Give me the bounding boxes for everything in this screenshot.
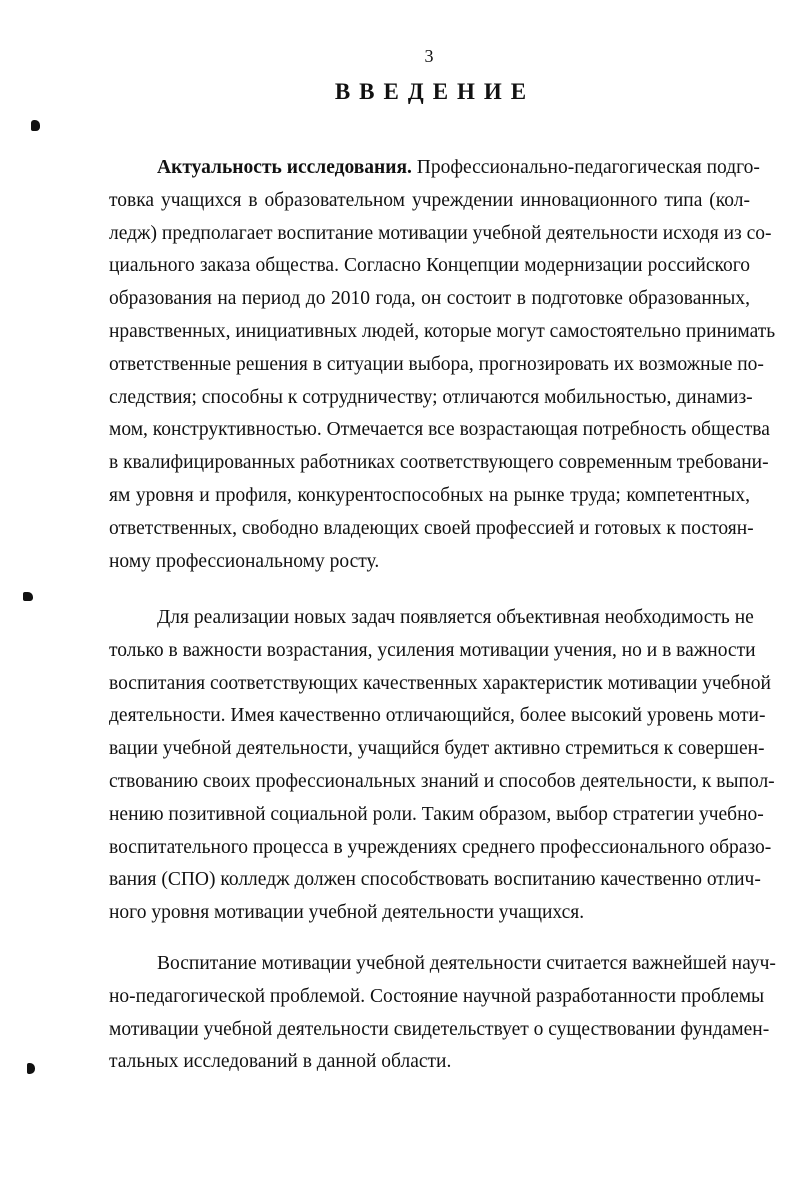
paragraph-line: товка учащихся в образовательном учреждении инновационного типа (кол- [109,189,750,211]
page-title: ВВЕДЕНИЕ [334,79,536,104]
paragraph-line: мом, конструктивностью. Отмечается все возрастающая потребность общества [109,419,770,441]
page-number: 3 [424,46,434,66]
paragraph-line: следствия; способны к сотрудничеству; отличаются мобильностью, динамиз- [109,386,753,408]
paragraph-motivation [109,948,776,1079]
paragraph-line: вания (СПО) колледж должен способствовать воспитанию качественно отлич- [109,869,761,891]
scan-punch-mark [27,1063,35,1074]
paragraph-line: ям уровня и профиля, конкурентоспособных на рынке труда; компетентных, [109,484,750,506]
paragraph-line: только в важности возрастания, усиления мотивации учения, но и в важности [109,639,756,661]
paragraph-line: ответственные решения в ситуации выбора, прогнозировать их возможные по- [109,353,764,375]
paragraph-line: тальных исследований в данной области. [109,1051,452,1073]
paragraph-line: Актуальность исследования. Профессионально-педагогическая подго- [157,157,760,178]
paragraph-relevance [109,152,776,578]
paragraph-line: вации учебной деятельности, учащийся будет активно стремиться к совершен- [109,738,765,760]
paragraph-line: мотивации учебной деятельности свидетельствует о существовании фундамен- [109,1018,770,1040]
paragraph-line: воспитательного процесса в учреждениях среднего профессионального образо- [109,836,772,858]
paragraph-line: ответственных, свободно владеющих своей профессией и готовых к постоян- [109,517,754,539]
paragraph-line: ного уровня мотивации учебной деятельности учащихся. [109,902,585,924]
scan-punch-mark [31,120,40,131]
paragraph-line: Воспитание мотивации учебной деятельности считается важнейшей науч- [157,953,776,974]
paragraph-line: Для реализации новых задач появляется объективная необходимость не [157,607,754,628]
paragraph-line: циального заказа общества. Согласно Концепции модернизации российского [109,255,750,277]
paragraph-line: в квалифицированных работниках соответствующего современным требовани- [109,452,769,474]
paragraph-lead: Актуальность исследования. [157,157,412,178]
paragraph-line: ледж) предполагает воспитание мотивации учебной деятельности исходя из со- [109,222,772,244]
paragraph-line: нравственных, инициативных людей, которые могут самостоятельно принимать [109,320,776,342]
paragraph-new-tasks [109,602,775,930]
paragraph-line: ствованию своих профессиональных знаний и способов деятельности, к выпол- [109,770,775,792]
scan-punch-mark [23,592,33,601]
paragraph-line: но-педагогической проблемой. Состояние научной разработанности проблемы [109,985,765,1007]
paragraph-line: нению позитивной социальной роли. Таким образом, выбор стратегии учебно- [109,803,764,825]
paragraph-line: образования на период до 2010 года, он состоит в подготовке образованных, [109,288,750,310]
paragraph-line: деятельности. Имея качественно отличающийся, более высокий уровень моти- [109,705,766,727]
paragraph-line: воспитания соответствующих качественных характеристик мотивации учебной [109,672,771,694]
paragraph-line: ному профессиональному росту. [109,550,380,572]
